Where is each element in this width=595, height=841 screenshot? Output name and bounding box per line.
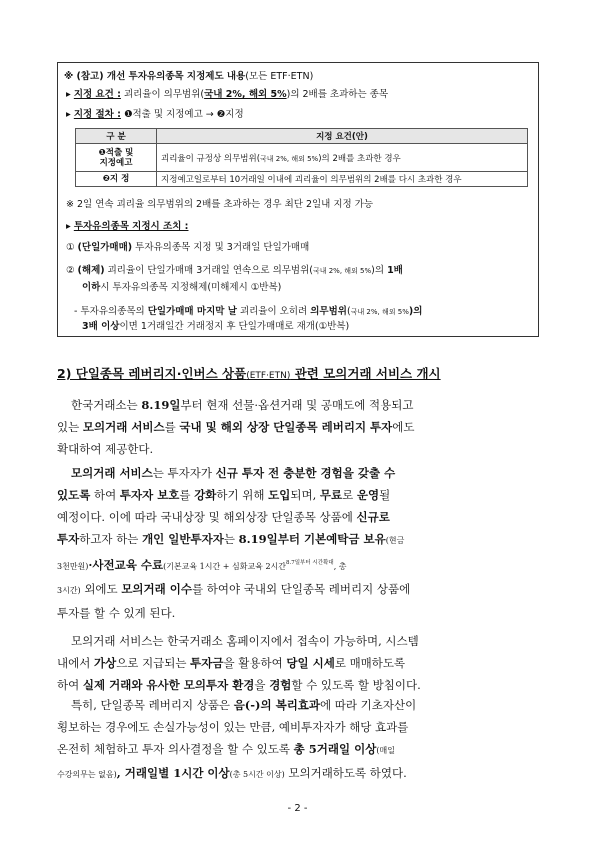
designation-table bbox=[75, 128, 528, 187]
measure-1: ① (단일가매매) 투자유의종목 지정 및 3거래일 단일가매매 bbox=[66, 242, 310, 253]
bullet-icon: ▸ bbox=[66, 221, 71, 232]
measures-line: ▸ 투자유의종목 지정시 조치 : bbox=[66, 221, 189, 232]
table-row: ❷지 정 지정예고일로부터 10거래일 이내에 괴리율이 의무범위의 2배를 다시 초과한 경우 bbox=[76, 172, 528, 187]
box-note: ※ 2일 연속 괴리율 의무범위의 2배를 초과하는 경우 최단 2일내 지정 가능 bbox=[66, 199, 374, 210]
bullet-icon: ▸ bbox=[66, 89, 71, 100]
table-row: ❶적출 및 지정예고 괴리율이 규정상 의무범위(국내 2%, 해외 5%)의 2배를 초과한 경우 bbox=[76, 144, 528, 172]
box-title: ※ (참고) 개선 투자유의종목 지정제도 내용(모든 ETF·ETN) bbox=[64, 71, 314, 82]
measure-3-cont: 3배 이상이면 1거래일간 거래정지 후 단일가매매로 재개(①반복) bbox=[82, 321, 350, 332]
measure-2-cont: 이하시 투자유의종목 지정해제(미해제시 ①반복) bbox=[82, 282, 282, 293]
measure-3: - 투자유의종목의 단일가매매 마지막 날 괴리율이 오히려 의무범위(국내 2%, 해외 5%)의 bbox=[74, 306, 423, 317]
procedure-line: ▸ 지정 절차 : ❶적출 및 지정예고 → ❷지정 bbox=[66, 109, 244, 120]
paragraph-4: 특히, 단일종목 레버리지 상품은 음(-)의 복리효과에 따라 기초자산이 횡보하는 경우에도 손실가능성이 있는 만큼, 예비투자자가 해당 효과를 온전히 체험하고 투자 의사결정을 할 수 있도록 총 5거래일 이상(매일 수강의무는 없음), 거래일별 1시간 이상(총 5시간 이상) 모의거래하도록 하였다. bbox=[57, 698, 417, 780]
section-heading: 2) 단일종목 레버리지·인버스 상품(ETF·ETN) 관련 모의거래 서비스 개시 bbox=[57, 366, 441, 381]
paragraph-1: 한국거래소는 8.19일부터 현재 선물·옵션거래 및 공매도에 적용되고 있는 모의거래 서비스를 국내 및 해외 상장 단일종목 레버리지 투자에도 확대하여 제공한다. bbox=[57, 398, 415, 456]
table-header-row: 구 분 지정 요건(안) bbox=[76, 129, 528, 144]
page-number: - 2 - bbox=[287, 803, 308, 814]
requirement-line: ▸ 지정 요건 : 괴리율이 의무범위(국내 2%, 해외 5%)의 2배를 초과하는 종목 bbox=[66, 89, 389, 100]
bullet-icon: ▸ bbox=[66, 109, 71, 120]
paragraph-3: 모의거래 서비스는 한국거래소 홈페이지에서 접속이 가능하며, 시스템 내에서 가상으로 지급되는 투자금을 활용하여 당일 시세로 매매하도록 하여 실제 거래와 유사한 모의투자 환경을 경험할 수 있도록 할 방침이다. bbox=[57, 634, 421, 692]
measure-2: ② (해제) 괴리율이 단일가매매 3거래일 연속으로 의무범위(국내 2%, 해외 5%)의 1배 bbox=[66, 265, 403, 276]
paragraph-2: 모의거래 서비스는 투자자가 신규 투자 전 충분한 경험을 갖출 수 있도록 하여 투자자 보호를 강화하기 위해 도입되며, 무료로 운영될 예정이다. 이에 따라 국내상장 및 해외상장 단일종목 상품에 신규로 투자하고자 하는 개인 일반투자자는 8.19일부터 기본예탁금 보유(현금 3천만원)·사전교육 수료(기본교육 1시간 + 심화교육 2시간$^{8.7일부터 시간확대}$, 총 3시간) 외에도 모의거래 이수를 하여야 국내외 단일종목 레버리지 상품에 투자를 할 수 있게 된다. bbox=[57, 466, 411, 620]
